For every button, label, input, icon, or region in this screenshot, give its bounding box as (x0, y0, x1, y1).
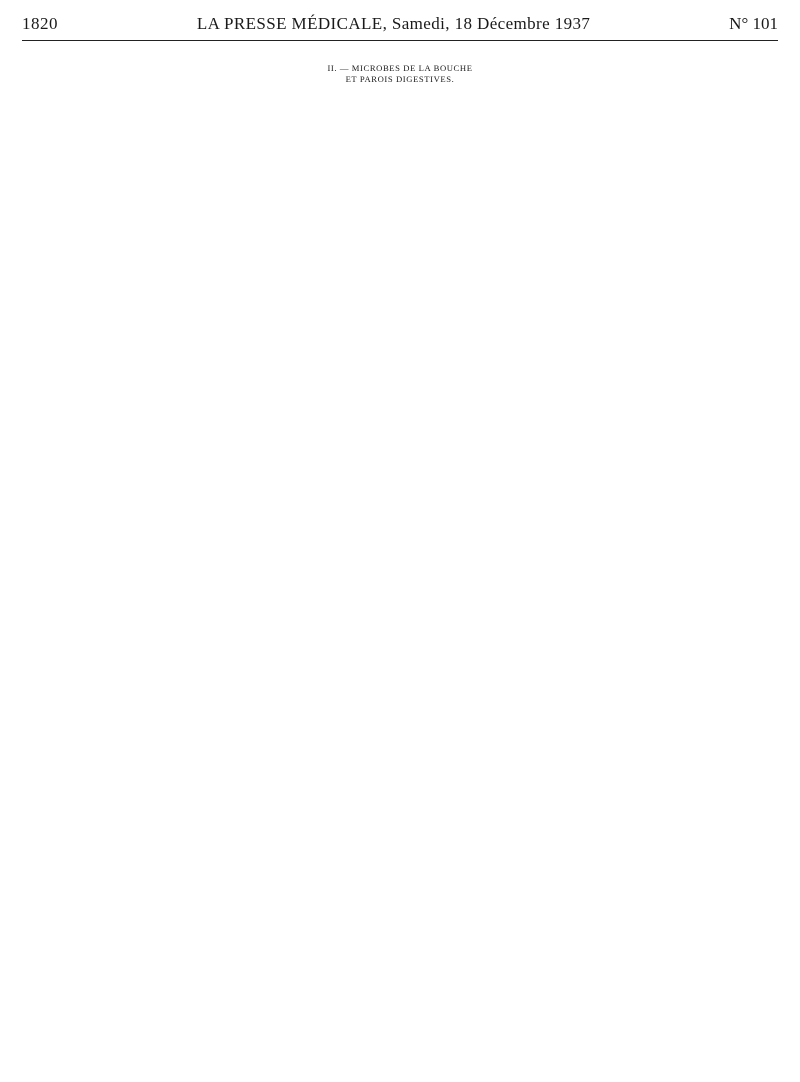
section-heading (278, 63, 522, 85)
publication-title: LA PRESSE MÉDICALE, Samedi, 18 Décembre 1937 (196, 14, 591, 33)
issue-number: N° 101 (729, 14, 778, 33)
page-number: 1820 (22, 14, 58, 33)
column-left (22, 49, 266, 1079)
section-heading-line-1: II. — MICROBES DE LA BOUCHE (327, 63, 473, 73)
column-right (534, 49, 778, 1079)
section-heading-line-2: ET PAROIS DIGESTIVES. (345, 74, 455, 84)
page-header (22, 14, 778, 41)
text-columns (22, 49, 778, 1079)
column-middle (278, 49, 522, 1079)
